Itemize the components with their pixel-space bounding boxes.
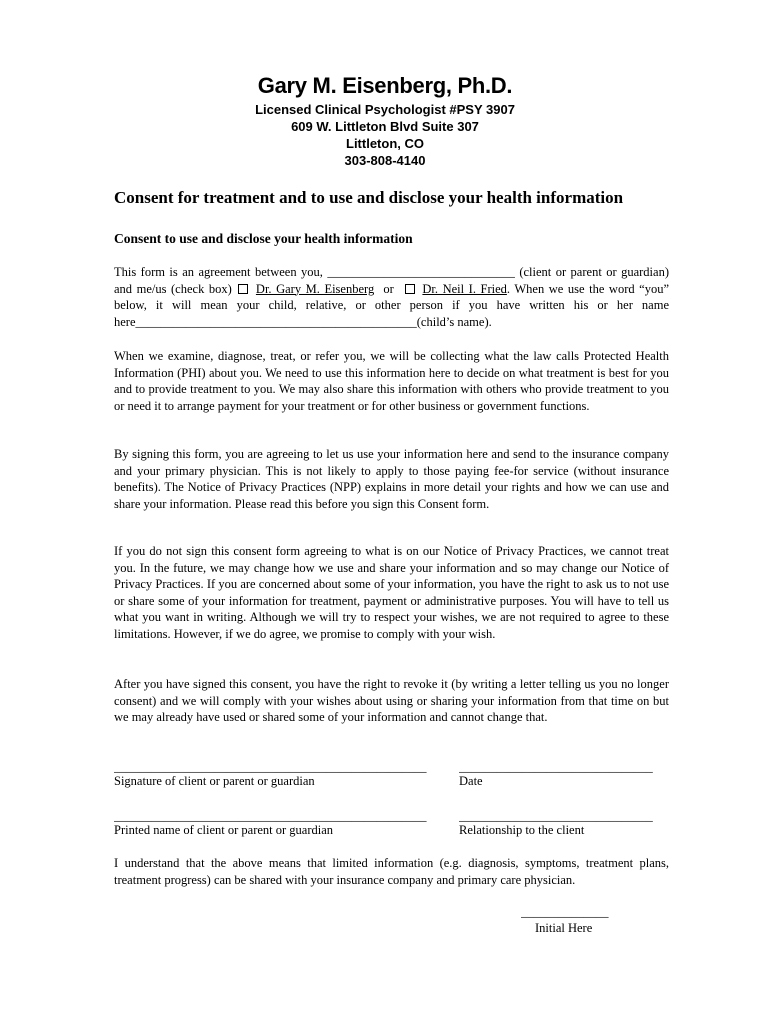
checkbox-fried[interactable] xyxy=(405,284,415,294)
checkbox-eisenberg[interactable] xyxy=(238,284,248,294)
signature-label: Signature of client or parent or guardian xyxy=(114,774,315,788)
initial-line[interactable]: ______________ xyxy=(521,905,609,919)
printed-name-line[interactable]: __________________________________________________ xyxy=(114,809,427,823)
agreement-paragraph xyxy=(114,264,669,330)
initial-label: Initial Here xyxy=(535,921,593,935)
signature-line[interactable]: __________________________________________________ xyxy=(114,760,427,774)
section-subtitle: Consent to use and disclose your health information xyxy=(114,231,413,246)
not-signing-paragraph: If you do not sign this consent form agreeing to what is on our Notice of Privacy Practices, we cannot treat you. In the future, we may change how we use and share your information and so may change our Notice of Privacy Practices. If you are concerned about some of your information, you have the right to ask us to not use or share some of your information for treatment, payment or administrative purposes. You will have to tell us what you want in writing. Although we will try to respect your wishes, we are not required to agree to these limitations. However, if we do agree, we promise to comply with your wish. xyxy=(114,544,669,641)
document-title: Consent for treatment and to use and disclose your health information xyxy=(114,188,624,207)
doctor-eisenberg: Dr. Gary M. Eisenberg xyxy=(255,281,375,296)
agreement-text-b: . When we use the word “you” below, it will mean your child, relative, or other person if you have written his or her name here_____________________________________________(child’s name). xyxy=(114,281,670,329)
license-line: Licensed Clinical Psychologist #PSY 3907 xyxy=(255,102,515,117)
understanding-paragraph: I understand that the above means that limited information (e.g. diagnosis, symptoms, treatment plans, treatment progress) can be shared with your insurance company and primary care physician. xyxy=(114,856,669,887)
agreement-text-a: This form is an agreement between you, ______________________________ (client or parent or guardian) and me/us (check box) xyxy=(114,265,669,296)
date-line[interactable]: _______________________________ xyxy=(459,760,653,774)
city-line: Littleton, CO xyxy=(346,136,424,151)
phi-paragraph: When we examine, diagnose, treat, or refer you, we will be collecting what the law calls Protected Health Information (PHI) about you. We need to use this information here to decide on what treatment is best for you and to provide treatment to you. We may also share this information with others who provide treatment to you or need it to arrange payment for your treatment or for other business or government functions. xyxy=(114,349,669,413)
revoke-paragraph: After you have signed this consent, you have the right to revoke it (by writing a letter telling us you no longer consent) and we will comply with your wishes about using or sharing your information from that time on but we may already have used or shared some of your information and cannot change that. xyxy=(114,677,669,724)
date-label: Date xyxy=(459,774,483,788)
signing-paragraph: By signing this form, you are agreeing to let us use your information here and send to the insurance company and your primary physician. This is not likely to apply to those paying fee-for service (without insurance benefits). The Notice of Privacy Practices (NPP) explains in more detail your rights and how we can use and share your information. Please read this before you sign this Consent form. xyxy=(114,447,669,511)
printed-name-label: Printed name of client or parent or guardian xyxy=(114,823,334,837)
doctor-fried: Dr. Neil I. Fried xyxy=(422,281,507,296)
practitioner-name: Gary M. Eisenberg, Ph.D. xyxy=(257,73,513,98)
address-line: 609 W. Littleton Blvd Suite 307 xyxy=(291,119,479,134)
relationship-line[interactable]: _______________________________ xyxy=(459,809,653,823)
or-text: or xyxy=(383,281,394,296)
relationship-label: Relationship to the client xyxy=(459,823,585,837)
phone-line: 303-808-4140 xyxy=(344,153,426,168)
